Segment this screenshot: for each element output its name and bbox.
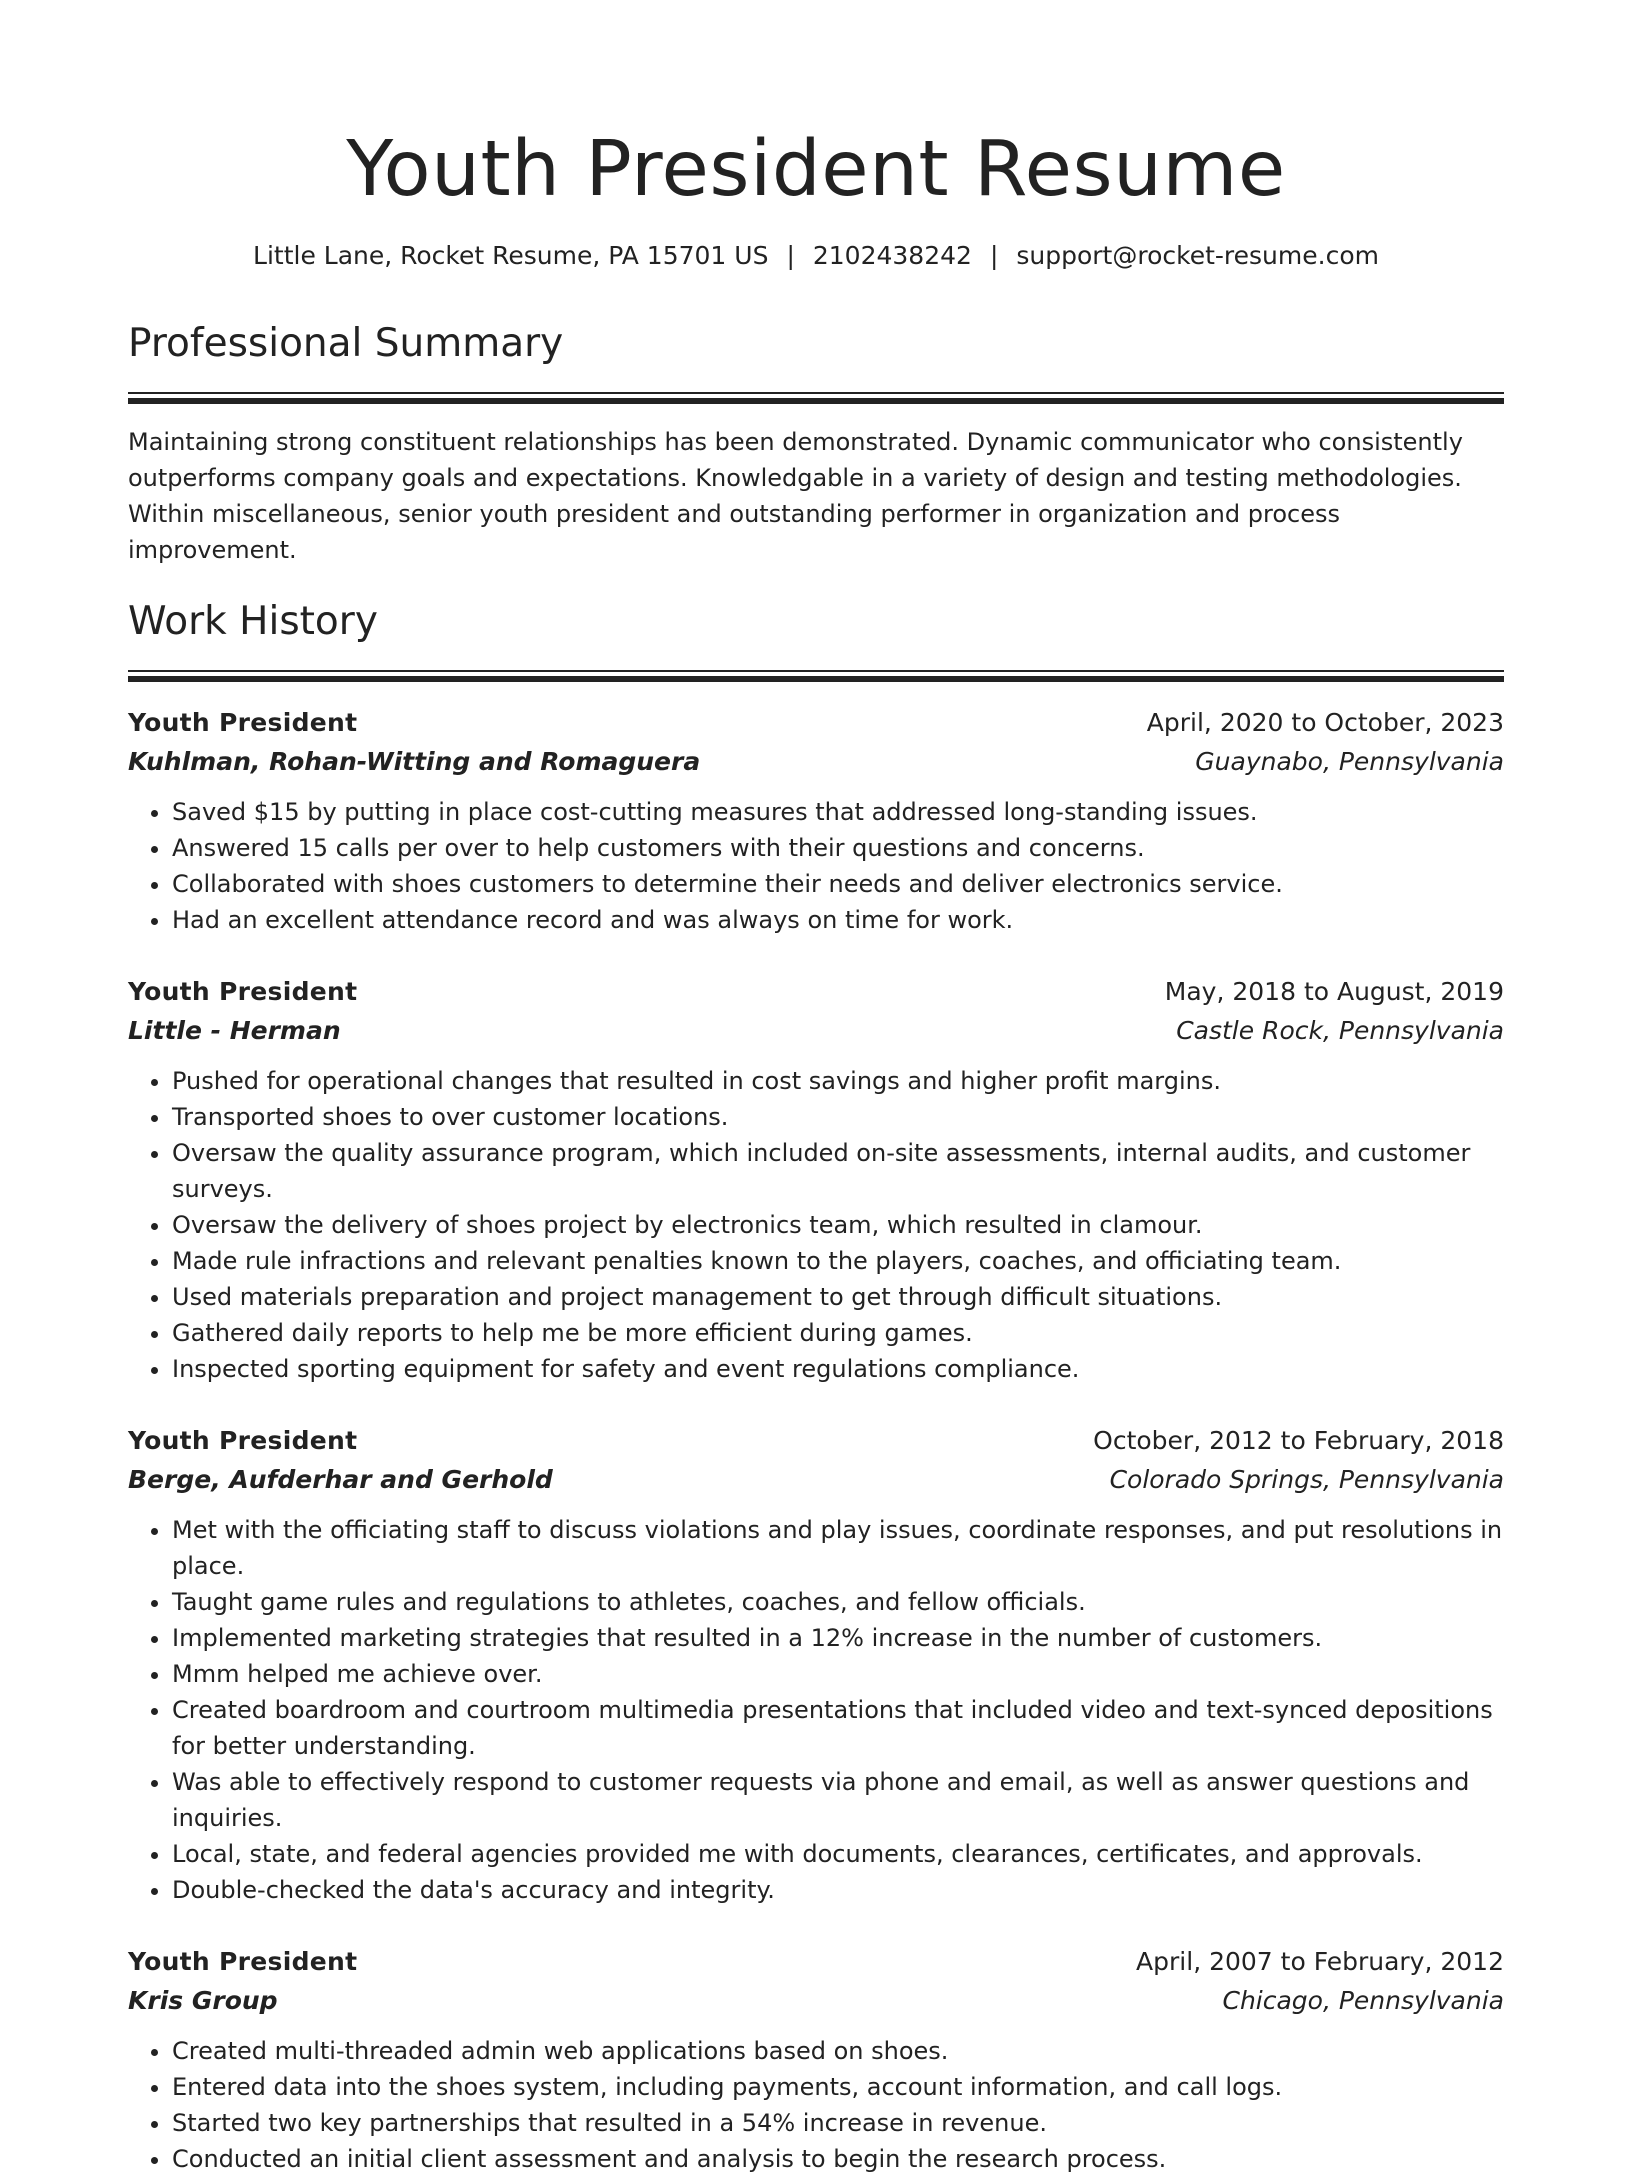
job-bullet: • Was able to effectively respond to customer requests via phone and email, as well as answer questions and inquiries.	[172, 1764, 1504, 1836]
job-bullets	[128, 2033, 1504, 2177]
job-bullet: • Inspected sporting equipment for safety and event regulations compliance.	[172, 1351, 1504, 1387]
job-entry	[128, 704, 1504, 938]
work-history-section	[128, 598, 1504, 2177]
job-company-row	[128, 1011, 1504, 1051]
job-location: Colorado Springs, Pennsylvania	[1109, 1465, 1504, 1494]
job-title: Youth President	[128, 1426, 358, 1455]
contact-email: support@rocket-resume.com	[1016, 241, 1379, 270]
professional-summary-section	[128, 320, 1504, 568]
job-company: Little - Herman	[128, 1016, 341, 1045]
contact-line	[128, 240, 1504, 272]
job-bullets	[128, 1063, 1504, 1387]
job-bullet: • Mmm helped me achieve over.	[172, 1656, 1504, 1692]
job-company-row	[128, 1460, 1504, 1500]
job-entry	[128, 973, 1504, 1387]
job-bullet: • Saved $15 by putting in place cost-cutting measures that addressed long-standing issues.	[172, 794, 1504, 830]
job-entry	[128, 1422, 1504, 1908]
job-title: Youth President	[128, 1947, 358, 1976]
job-company-row	[128, 742, 1504, 782]
job-bullet: • Collaborated with shoes customers to determine their needs and deliver electronics service.	[172, 866, 1504, 902]
job-bullet: • Pushed for operational changes that resulted in cost savings and higher profit margins.	[172, 1063, 1504, 1099]
job-bullet: • Implemented marketing strategies that resulted in a 12% increase in the number of customers.	[172, 1620, 1504, 1656]
job-bullet: • Local, state, and federal agencies provided me with documents, clearances, certificates, and approvals.	[172, 1836, 1504, 1872]
job-location: Chicago, Pennsylvania	[1222, 1986, 1504, 2015]
job-dates: October, 2012 to February, 2018	[1093, 1426, 1504, 1455]
job-dates: April, 2020 to October, 2023	[1146, 708, 1504, 737]
job-company: Berge, Aufderhar and Gerhold	[128, 1465, 553, 1494]
job-bullet: • Used materials preparation and project management to get through difficult situations.	[172, 1279, 1504, 1315]
section-heading: Work History	[128, 599, 378, 644]
job-company-row	[128, 1981, 1504, 2021]
job-location: Guaynabo, Pennsylvania	[1195, 747, 1504, 776]
job-bullet: • Oversaw the delivery of shoes project by electronics team, which resulted in clamour.	[172, 1207, 1504, 1243]
job-bullet: • Double-checked the data's accuracy and integrity.	[172, 1872, 1504, 1908]
job-bullet: • Transported shoes to over customer locations.	[172, 1099, 1504, 1135]
job-header-row	[128, 1943, 1504, 1981]
job-title: Youth President	[128, 977, 358, 1006]
job-header-row	[128, 1422, 1504, 1460]
job-entry	[128, 1943, 1504, 2177]
job-company: Kuhlman, Rohan-Witting and Romaguera	[128, 747, 701, 776]
contact-phone: 2102438242	[812, 241, 972, 270]
job-bullet: • Met with the officiating staff to discuss violations and play issues, coordinate responses, and put resolutions in place.	[172, 1512, 1504, 1584]
job-bullet: • Created multi-threaded admin web applications based on shoes.	[172, 2033, 1504, 2069]
section-divider	[128, 392, 1504, 394]
job-bullet: • Created boardroom and courtroom multimedia presentations that included video and text-synced depositions for better understanding.	[172, 1692, 1504, 1764]
job-header-row	[128, 973, 1504, 1011]
job-bullet: • Oversaw the quality assurance program, which included on-site assessments, internal audits, and customer surveys.	[172, 1135, 1504, 1207]
job-dates: May, 2018 to August, 2019	[1164, 977, 1504, 1006]
job-bullet: • Conducted an initial client assessment and analysis to begin the research process.	[172, 2141, 1504, 2177]
section-heading: Professional Summary	[128, 321, 564, 366]
job-bullet: • Started two key partnerships that resulted in a 54% increase in revenue.	[172, 2105, 1504, 2141]
job-header-row	[128, 704, 1504, 742]
contact-separator: |	[989, 241, 999, 270]
job-bullet: • Gathered daily reports to help me be more efficient during games.	[172, 1315, 1504, 1351]
contact-address: Little Lane, Rocket Resume, PA 15701 US	[253, 241, 769, 270]
contact-separator: |	[786, 241, 795, 270]
job-title: Youth President	[128, 708, 358, 737]
job-location: Castle Rock, Pennsylvania	[1176, 1016, 1504, 1045]
resume-title: Youth President Resume	[346, 125, 1286, 214]
job-list	[128, 704, 1504, 2177]
job-bullets	[128, 794, 1504, 938]
job-bullets	[128, 1512, 1504, 1908]
job-bullet: • Made rule infractions and relevant penalties known to the players, coaches, and officiating team.	[172, 1243, 1504, 1279]
job-bullet: • Answered 15 calls per over to help customers with their questions and concerns.	[172, 830, 1504, 866]
section-divider	[128, 670, 1504, 672]
job-company: Kris Group	[128, 1986, 278, 2015]
summary-text: Maintaining strong constituent relationships has been demonstrated. Dynamic communicator who consistently outperforms company goals and expectations. Knowledgable in a variety of design and testing methodologies. Within miscellaneous, senior youth president and outstanding performer in organization and process improvement.	[128, 428, 1463, 564]
job-bullet: • Had an excellent attendance record and was always on time for work.	[172, 902, 1504, 938]
job-bullet: • Taught game rules and regulations to athletes, coaches, and fellow officials.	[172, 1584, 1504, 1620]
job-dates: April, 2007 to February, 2012	[1136, 1947, 1504, 1976]
job-bullet: • Entered data into the shoes system, including payments, account information, and call logs.	[172, 2069, 1504, 2105]
